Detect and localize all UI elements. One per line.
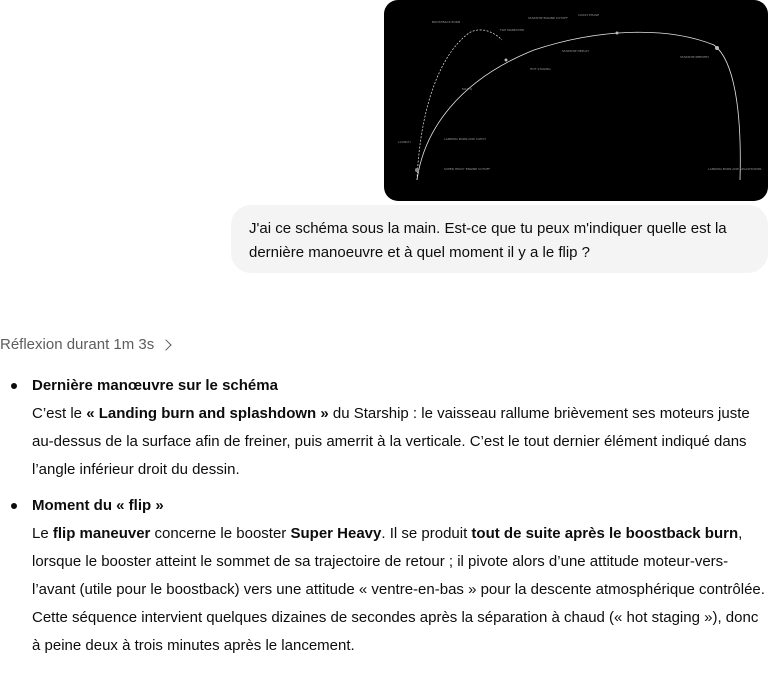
label-max-q: MAX Q	[462, 87, 473, 91]
coast-marker	[616, 32, 619, 35]
user-message-bubble	[231, 205, 768, 273]
label-hot-staging: HOT STAGING	[530, 67, 551, 71]
list-item	[0, 372, 768, 484]
label-boostback-burn: BOOSTBACK BURN	[432, 20, 461, 24]
reentry-marker	[715, 46, 719, 50]
user-message-text: J'ai ce schéma sous la main. Est-ce que tu peux m'indiquer quelle est la dernière manoeuvre et à quel moment il y a le flip ?	[249, 220, 727, 261]
item-title: Moment du « flip »	[32, 497, 164, 514]
label-starship-reentry: STARSHIP REENTRY	[680, 55, 710, 59]
list-item	[0, 492, 768, 660]
chevron-right-icon	[161, 339, 172, 350]
booster-trajectory-line	[417, 30, 502, 180]
item-title: Dernière manœuvre sur le schéma	[32, 377, 278, 394]
hot-staging-marker	[505, 59, 508, 62]
label-flip-maneuver: FLIP MANEUVER	[500, 28, 525, 32]
label-booster-landing: LANDING BURN AND CATCH	[444, 137, 486, 141]
label-launch: LAUNCH	[398, 140, 411, 144]
label-super-heavy: SUPER HEAVY ENGINE CUTOFF	[444, 167, 491, 171]
reasoning-toggle[interactable]	[0, 333, 170, 357]
label-starship-engine-cutoff: STARSHIP ENGINE CUTOFF	[528, 16, 568, 20]
label-coast-phase: COAST PHASE	[578, 13, 600, 17]
attached-diagram-image[interactable]	[384, 0, 768, 201]
assistant-answer	[0, 372, 768, 668]
label-starship-deploy: STARSHIP DEPLOY	[562, 49, 590, 53]
item-body: Le flip maneuver concerne le booster Super Heavy. Il se produit tout de suite après le boostback burn, lorsque le booster atteint le sommet de sa trajectoire de retour ; il pivote alors d’une attitude moteur-vers-l’avant (utile pour le boostback) vers une attitude « ventre-en-bas » pour la descente atmosphérique contrôlée. Cette séquence intervient quelques dizaines de secondes après la séparation à chaud (« hot staging »), donc à peine deux à trois minutes après le lancement.	[32, 525, 765, 654]
item-body: C’est le « Landing burn and splashdown » du Starship : le vaisseau rallume brièvement ses moteurs juste au-dessus de la surface afin de freiner, puis amerrit à la verticale. C’est le tout dernier élément indiqué dans l’angle inférieur droit du dessin.	[32, 405, 750, 478]
launch-marker	[415, 168, 419, 172]
reasoning-label: Réflexion durant 1m 3s	[0, 336, 155, 353]
label-landing-splashdown: LANDING BURN AND SPLASHDOWN	[708, 167, 762, 171]
trajectory-diagram	[384, 0, 768, 201]
